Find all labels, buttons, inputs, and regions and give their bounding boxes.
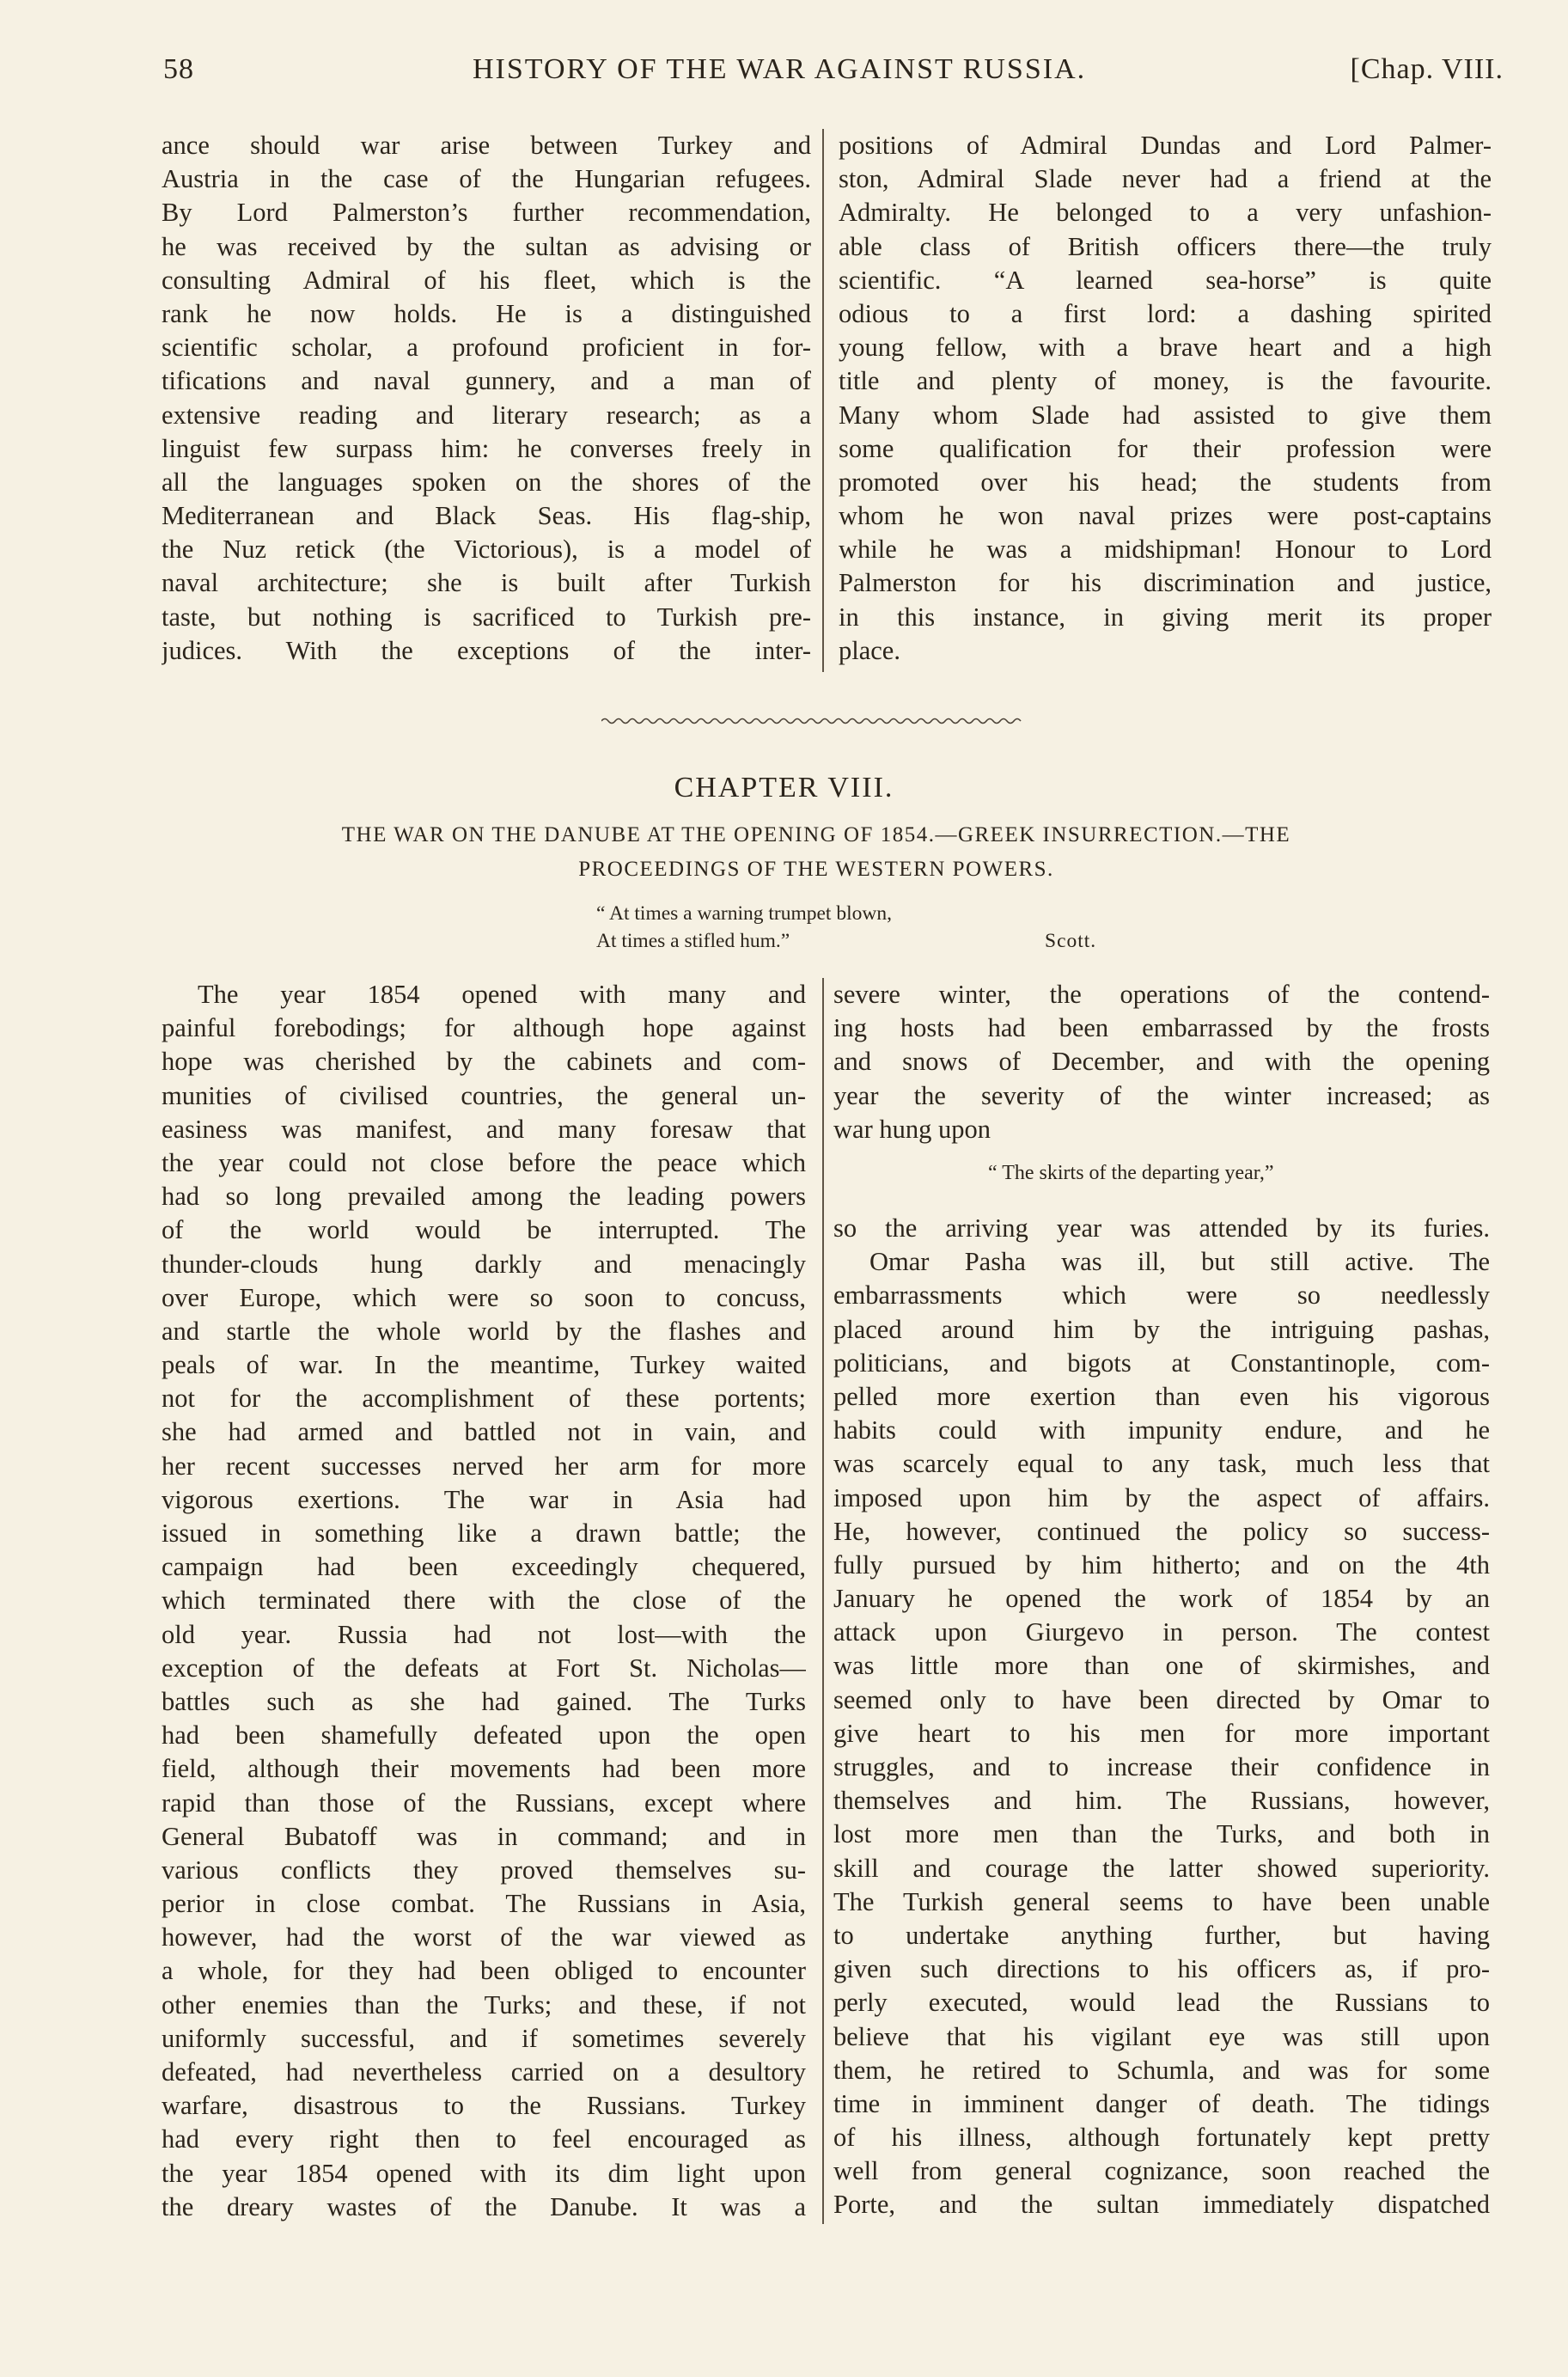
text-line: skill and courage the latter showed superiority. — [833, 1853, 1490, 1883]
text-line: The year 1854 opened with many and — [198, 980, 806, 1009]
text-line: of his illness, although fortunately kept pretty — [833, 2123, 1490, 2153]
text-line: munities of civilised countries, the general un- — [162, 1080, 806, 1110]
text-line: easiness was manifest, and many foresaw that — [162, 1114, 806, 1144]
chapter-subtitle-line-2: PROCEEDINGS OF THE WESTERN POWERS. — [578, 858, 1054, 881]
text-line: however, had the worst of the war viewed as — [162, 1922, 806, 1952]
page-number: 58 — [163, 53, 194, 85]
text-line: which terminated there with the close of the — [162, 1586, 806, 1616]
text-line: the dreary wastes of the Danube. It was a — [162, 2191, 806, 2221]
text-line: General Bubatoff was in command; and in — [162, 1821, 806, 1851]
text-line: battles such as she had gained. The Turks — [162, 1686, 806, 1716]
text-line: perly executed, would lead the Russians to — [833, 1988, 1490, 2018]
text-line: positions of Admiral Dundas and Lord Palmer- — [839, 131, 1492, 160]
text-line: various conflicts they proved themselves su- — [162, 1855, 806, 1885]
text-line: hope was cherished by the cabinets and com- — [162, 1047, 806, 1077]
text-line: scientific scholar, a profound proficient in for- — [162, 333, 811, 363]
inline-quotation: “ The skirts of the departing year,” — [988, 1162, 1274, 1184]
text-line: ance should war arise between Turkey and — [162, 131, 811, 160]
text-line: believe that his vigilant eye was still upon — [833, 2021, 1490, 2051]
text-line: struggles, and to increase their confidence in — [833, 1752, 1490, 1781]
text-line: severe winter, the operations of the contend- — [833, 980, 1490, 1009]
text-line: young fellow, with a brave heart and a high — [839, 333, 1492, 363]
text-line: place. — [839, 635, 900, 665]
text-line: some qualification for their profession were — [839, 433, 1492, 463]
text-line: war hung upon — [833, 1114, 991, 1144]
text-line: he was received by the sultan as advising or — [162, 231, 811, 261]
text-line: her recent successes nerved her arm for more — [162, 1451, 806, 1481]
text-line: given such directions to his officers as, if pro- — [833, 1954, 1490, 1984]
text-line: fully pursued by him hitherto; and on the 4th — [833, 1549, 1490, 1580]
running-head — [163, 53, 1504, 96]
text-line: taste, but nothing is sacrificed to Turkish pre- — [162, 602, 811, 632]
text-line: the year could not close before the peace which — [162, 1147, 806, 1177]
text-line: politicians, and bigots at Constantinople, com- — [833, 1347, 1490, 1378]
text-line: time in imminent danger of death. The tidings — [833, 2088, 1490, 2118]
text-line: extensive reading and literary research; as a — [162, 400, 811, 430]
text-line: title and plenty of money, is the favourite. — [839, 366, 1492, 396]
bottom-right-column-part-1 — [833, 978, 1490, 1146]
text-line: so the arriving year was attended by its furies. — [833, 1213, 1490, 1243]
text-line: vigorous exertions. The war in Asia had — [162, 1484, 806, 1514]
text-line: Porte, and the sultan immediately dispatched — [833, 2190, 1490, 2220]
text-line: of the world would be interrupted. The — [162, 1215, 806, 1245]
text-line: year the severity of the winter increased; as — [833, 1080, 1490, 1110]
column-divider-bottom — [822, 978, 824, 2224]
text-line: He, however, continued the policy so success- — [833, 1516, 1490, 1546]
text-line: uniformly successful, and if sometimes severely — [162, 2023, 806, 2053]
running-title: HISTORY OF THE WAR AGAINST RUSSIA. — [473, 53, 1087, 85]
text-line: over Europe, which were so soon to concuss, — [162, 1282, 806, 1312]
bottom-left-column — [162, 978, 806, 2224]
text-line: peals of war. In the meantime, Turkey waited — [162, 1350, 806, 1380]
top-left-column — [162, 129, 811, 668]
text-line: habits could with impunity endure, and he — [833, 1415, 1490, 1445]
text-line: in this instance, in giving merit its proper — [839, 602, 1492, 632]
text-line: promoted over his head; the students from — [839, 467, 1492, 497]
text-line: painful forebodings; for although hope against — [162, 1013, 806, 1043]
text-line: Admiralty. He belonged to a very unfashion- — [839, 198, 1492, 228]
text-line: was scarcely equal to any task, much less that — [833, 1449, 1490, 1479]
text-line: perior in close combat. The Russians in Asia, — [162, 1889, 806, 1919]
text-line: scientific. “A learned sea-horse” is quite — [839, 265, 1492, 295]
text-line: lost more men than the Turks, and both in — [833, 1819, 1490, 1849]
text-line: she had armed and battled not in vain, and — [162, 1417, 806, 1447]
text-line: naval architecture; she is built after Turkish — [162, 568, 811, 598]
text-line: had been shamefully defeated upon the open — [162, 1720, 806, 1751]
text-line: to undertake anything further, but having — [833, 1920, 1490, 1950]
bottom-right-column-part-2 — [833, 1212, 1490, 2222]
text-line: tifications and naval gunnery, and a man of — [162, 366, 811, 396]
text-line: odious to a first lord: a dashing spirited — [839, 298, 1492, 328]
top-right-column — [839, 129, 1492, 668]
text-line: judices. With the exceptions of the inter- — [162, 635, 811, 665]
text-line: attack upon Giurgevo in person. The contest — [833, 1617, 1490, 1647]
text-line: them, he retired to Schumla, and was for some — [833, 2055, 1490, 2085]
text-line: consulting Admiral of his fleet, which is the — [162, 265, 811, 295]
column-divider-top — [822, 129, 824, 672]
text-line: warfare, disastrous to the Russians. Turkey — [162, 2091, 806, 2121]
text-line: thunder-clouds hung darkly and menacingly — [162, 1249, 806, 1279]
text-line: rank he now holds. He is a distinguished — [162, 298, 811, 328]
text-line: the Nuz retick (the Victorious), is a model of — [162, 535, 811, 565]
chapter-title: CHAPTER VIII. — [674, 772, 894, 804]
text-line: give heart to his men for more important — [833, 1718, 1490, 1748]
epigraph-author: Scott. — [1045, 930, 1097, 952]
chapter-reference: [Chap. VIII. — [1350, 53, 1504, 85]
chapter-subtitle-line-1: THE WAR ON THE DANUBE AT THE OPENING OF 1854.—GREEK INSURRECTION.—THE — [341, 823, 1291, 846]
text-line: other enemies than the Turks; and these, if not — [162, 1989, 806, 2020]
text-line: was little more than one of skirmishes, and — [833, 1651, 1490, 1681]
text-line: the year 1854 opened with its dim light upon — [162, 2158, 806, 2188]
text-line: exception of the defeats at Fort St. Nicholas— — [162, 1653, 806, 1683]
text-line: while he was a midshipman! Honour to Lord — [839, 535, 1492, 565]
text-line: seemed only to have been directed by Omar to — [833, 1684, 1490, 1714]
text-line: a whole, for they had been obliged to encounter — [162, 1956, 806, 1986]
text-line: whom he won naval prizes were post-captains — [839, 501, 1492, 531]
text-line: had so long prevailed among the leading powers — [162, 1182, 806, 1212]
text-line: had every right then to feel encouraged as — [162, 2124, 806, 2154]
text-line: pelled more exertion than even his vigorous — [833, 1381, 1490, 1411]
text-line: By Lord Palmerston’s further recommendation, — [162, 198, 811, 228]
text-line: well from general cognizance, soon reached the — [833, 2156, 1490, 2186]
ornamental-rule — [601, 715, 1022, 727]
text-line: Many whom Slade had assisted to give them — [839, 400, 1492, 430]
text-line: and startle the whole world by the flashes and — [162, 1316, 806, 1346]
text-line: Austria in the case of the Hungarian refugees. — [162, 164, 811, 194]
text-line: Mediterranean and Black Seas. His flag-ship, — [162, 501, 811, 531]
text-line: Palmerston for his discrimination and justice, — [839, 568, 1492, 598]
text-line: themselves and him. The Russians, however, — [833, 1786, 1490, 1816]
text-line: embarrassments which were so needlessly — [833, 1280, 1490, 1311]
text-line: not for the accomplishment of these portents; — [162, 1384, 806, 1414]
text-line: defeated, had nevertheless carried on a desultory — [162, 2057, 806, 2087]
text-line: and snows of December, and with the opening — [833, 1047, 1490, 1077]
text-line: The Turkish general seems to have been unable — [833, 1886, 1490, 1916]
text-line: imposed upon him by the aspect of affairs. — [833, 1482, 1490, 1512]
text-line: old year. Russia had not lost—with the — [162, 1619, 806, 1649]
text-line: issued in something like a drawn battle; the — [162, 1518, 806, 1548]
text-line: Omar Pasha was ill, but still active. The — [869, 1247, 1490, 1277]
text-line: placed around him by the intriguing pashas, — [833, 1314, 1490, 1344]
epigraph-line-1: “ At times a warning trumpet blown, — [596, 902, 892, 925]
text-line: linguist few surpass him: he converses freely in — [162, 433, 811, 463]
text-line: campaign had been exceedingly chequered, — [162, 1552, 806, 1582]
text-line: ston, Admiral Slade never had a friend at the — [839, 164, 1492, 194]
text-line: ing hosts had been embarrassed by the frosts — [833, 1013, 1490, 1043]
text-line: all the languages spoken on the shores of the — [162, 467, 811, 497]
text-line: January he opened the work of 1854 by an — [833, 1584, 1490, 1614]
text-line: rapid than those of the Russians, except where — [162, 1787, 806, 1818]
text-line: field, although their movements had been more — [162, 1754, 806, 1784]
epigraph-line-2: At times a stifled hum.” — [596, 930, 790, 952]
text-line: able class of British officers there—the truly — [839, 231, 1492, 261]
